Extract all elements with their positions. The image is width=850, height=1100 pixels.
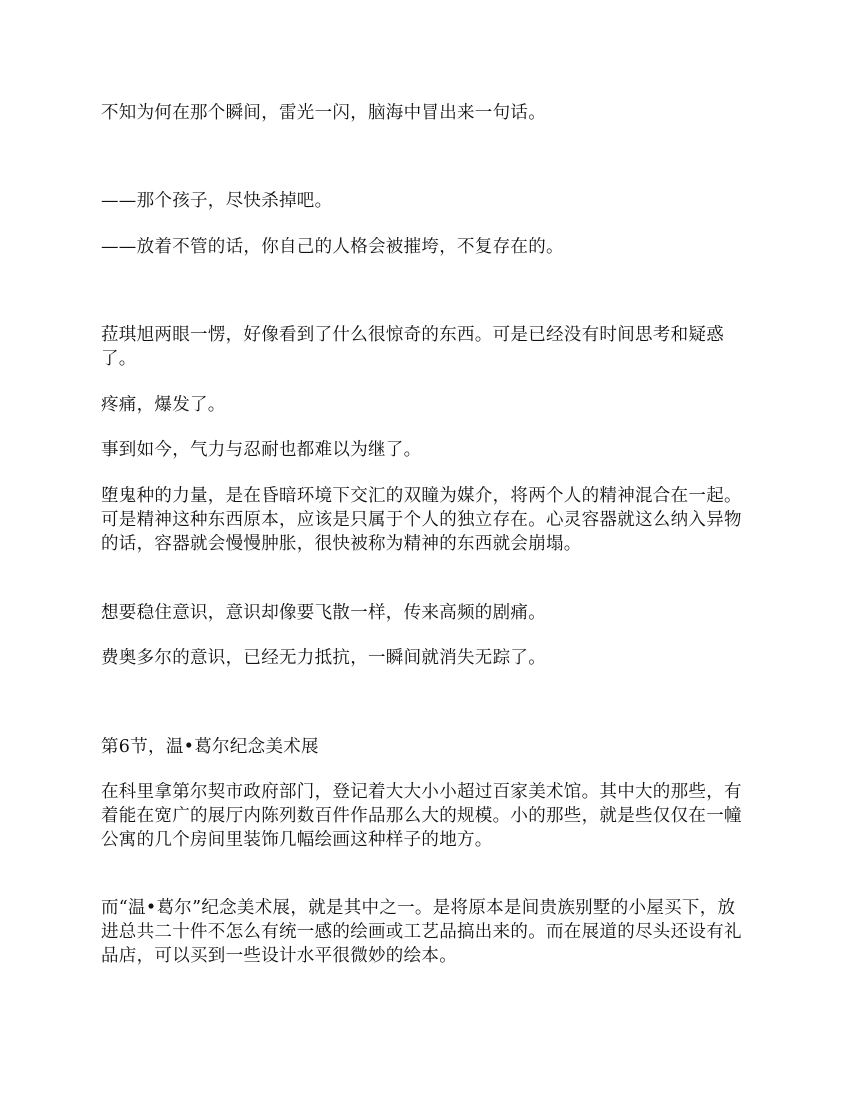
paragraph: 而“温•葛尔”纪念美术展，就是其中之一。是将原本是间贵族别墅的小屋买下，放进总共二十件不怎么有统一感的绘画或工艺品搞出来的。而在展道的尽头还设有礼品店，可以买到一些设计水平很微妙的绘本。	[101, 898, 742, 966]
paragraph: 疼痛，爆发了。	[101, 395, 226, 415]
paragraph: 不知为何在那个瞬间，雷光一闪，脑海中冒出来一句话。	[101, 103, 546, 123]
paragraph: 菈琪旭两眼一愣，好像看到了什么很惊奇的东西。可是已经没有时间思考和疑惑了。	[101, 325, 724, 369]
section-heading: 第6节，温•葛尔纪念美术展	[101, 737, 319, 757]
paragraph: 费奥多尔的意识，已经无力抵抗，一瞬间就消失无踪了。	[101, 648, 546, 668]
paragraph: 想要稳住意识，意识却像要飞散一样，传来高频的剧痛。	[101, 603, 546, 623]
dialogue-line: ——那个孩子，尽快杀掉吧。	[101, 191, 333, 211]
paragraph: 事到如今，气力与忍耐也都难以为继了。	[101, 440, 422, 460]
paragraph: 堕鬼种的力量，是在昏暗环境下交汇的双瞳为媒介，将两个人的精神混合在一起。可是精神这种东西原本，应该是只属于个人的独立存在。心灵容器就这么纳入异物的话，容器就会慢慢肿胀，很快被称为精神的东西就会崩塌。	[101, 486, 742, 554]
paragraph: 在科里拿第尔契市政府部门，登记着大大小小超过百家美术馆。其中大的那些，有着能在宽广的展厅内陈列数百件作品那么大的规模。小的那些，就是些仅仅在一幢公寓的几个房间里装饰几幅绘画这种样子的地方。	[101, 782, 742, 850]
dialogue-line: ——放着不管的话，你自己的人格会被摧垮，不复存在的。	[101, 237, 564, 257]
